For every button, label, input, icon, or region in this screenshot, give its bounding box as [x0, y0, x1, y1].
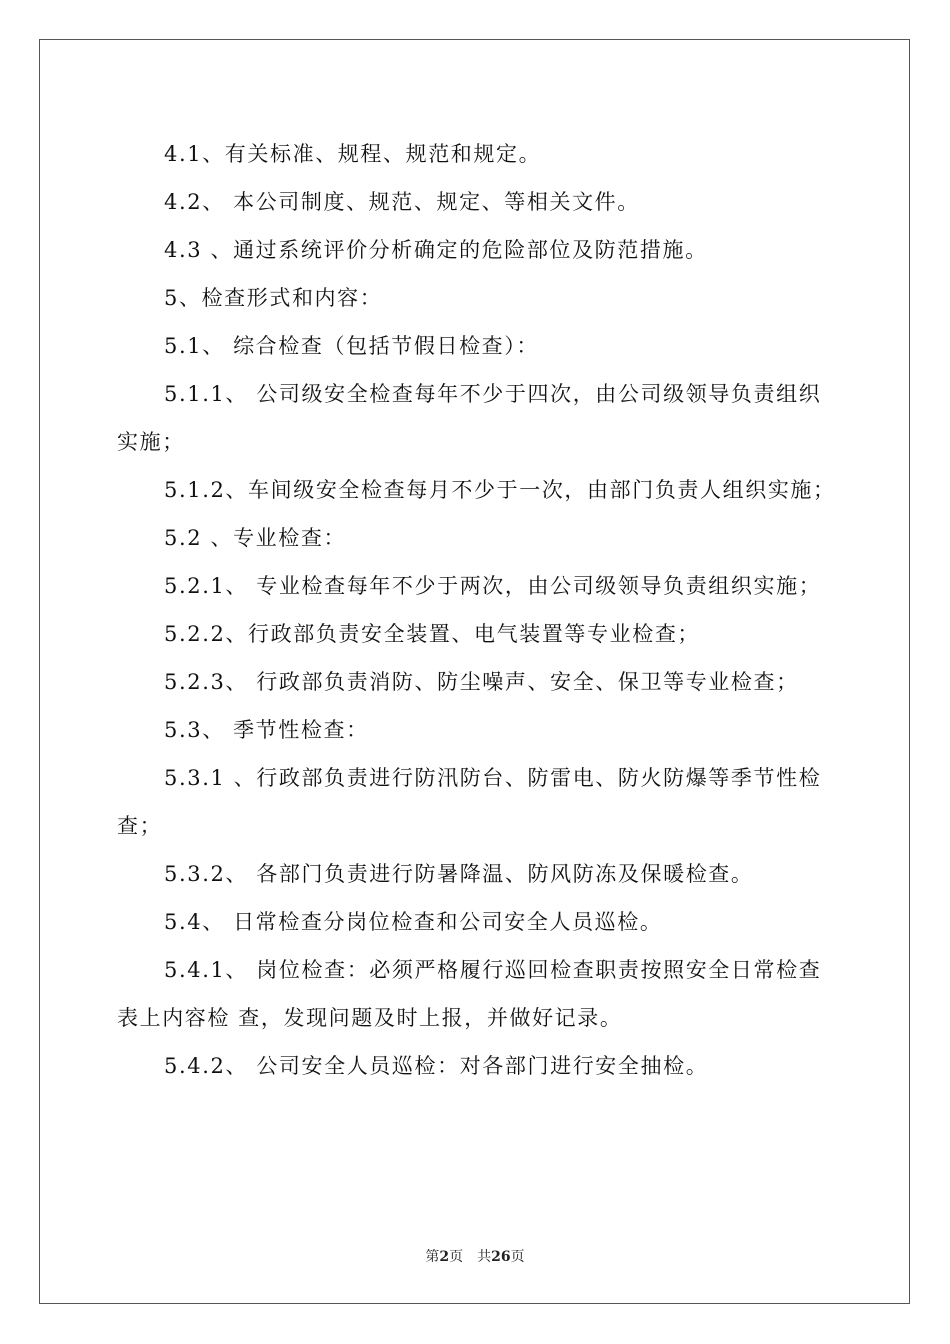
paragraph-4-3: 4.3 、通过系统评价分析确定的危险部位及防范措施。	[164, 238, 708, 262]
paragraph-5-3-2: 5.3.2、 各部门负责进行防暑降温、防风防冻及保暖检查。	[164, 862, 754, 886]
footer-page-suffix: 页	[449, 1249, 464, 1265]
paragraph-4-1: 4.1、有关标准、规程、规范和规定。	[164, 142, 542, 166]
paragraph-5-2-3: 5.2.3、 行政部负责消防、防尘噪声、安全、保卫等专业检查；	[164, 670, 799, 694]
paragraph-5-4: 5.4、 日常检查分岗位检查和公司安全人员巡检。	[164, 910, 663, 934]
paragraph-5-1-2: 5.1.2、车间级安全检查每月不少于一次，由部门负责人组织实施；	[164, 478, 836, 502]
footer-page-number: 2	[439, 1249, 450, 1265]
paragraph-5-2-2: 5.2.2、行政部负责安全装置、电气装置等专业检查；	[164, 622, 701, 646]
paragraph-4-2: 4.2、 本公司制度、规范、规定、等相关文件。	[164, 190, 640, 214]
paragraph-5-3: 5.3、 季节性检查：	[164, 718, 369, 742]
paragraph-5-4-2: 5.4.2、 公司安全人员巡检：对各部门进行安全抽检。	[164, 1054, 709, 1078]
page-footer	[0, 1246, 950, 1266]
paragraph-5-3-1: 5.3.1 、行政部负责进行防汛防台、防雷电、防火防爆等季节性检查；	[117, 766, 822, 838]
footer-page-prefix: 第	[425, 1249, 440, 1265]
footer-total-prefix: 共	[477, 1249, 492, 1265]
heading-5: 5、检查形式和内容：	[164, 286, 383, 310]
paragraph-5-2: 5.2 、专业检查：	[164, 526, 347, 550]
footer-total-suffix: 页	[510, 1249, 525, 1265]
paragraph-5-1-1: 5.1.1、 公司级安全检查每年不少于四次，由公司级领导负责组织实施；	[117, 382, 822, 454]
document-body	[117, 130, 837, 1090]
paragraph-5-1: 5.1、 综合检查（包括节假日检查）：	[164, 334, 539, 358]
paragraph-5-4-1: 5.4.1、 岗位检查：必须严格履行巡回检查职责按照安全日常检查表上内容检 查，发现问题及时上报，并做好记录。	[117, 958, 822, 1030]
footer-total-pages: 26	[491, 1249, 511, 1265]
paragraph-5-2-1: 5.2.1、 专业检查每年不少于两次，由公司级领导负责组织实施；	[164, 574, 822, 598]
